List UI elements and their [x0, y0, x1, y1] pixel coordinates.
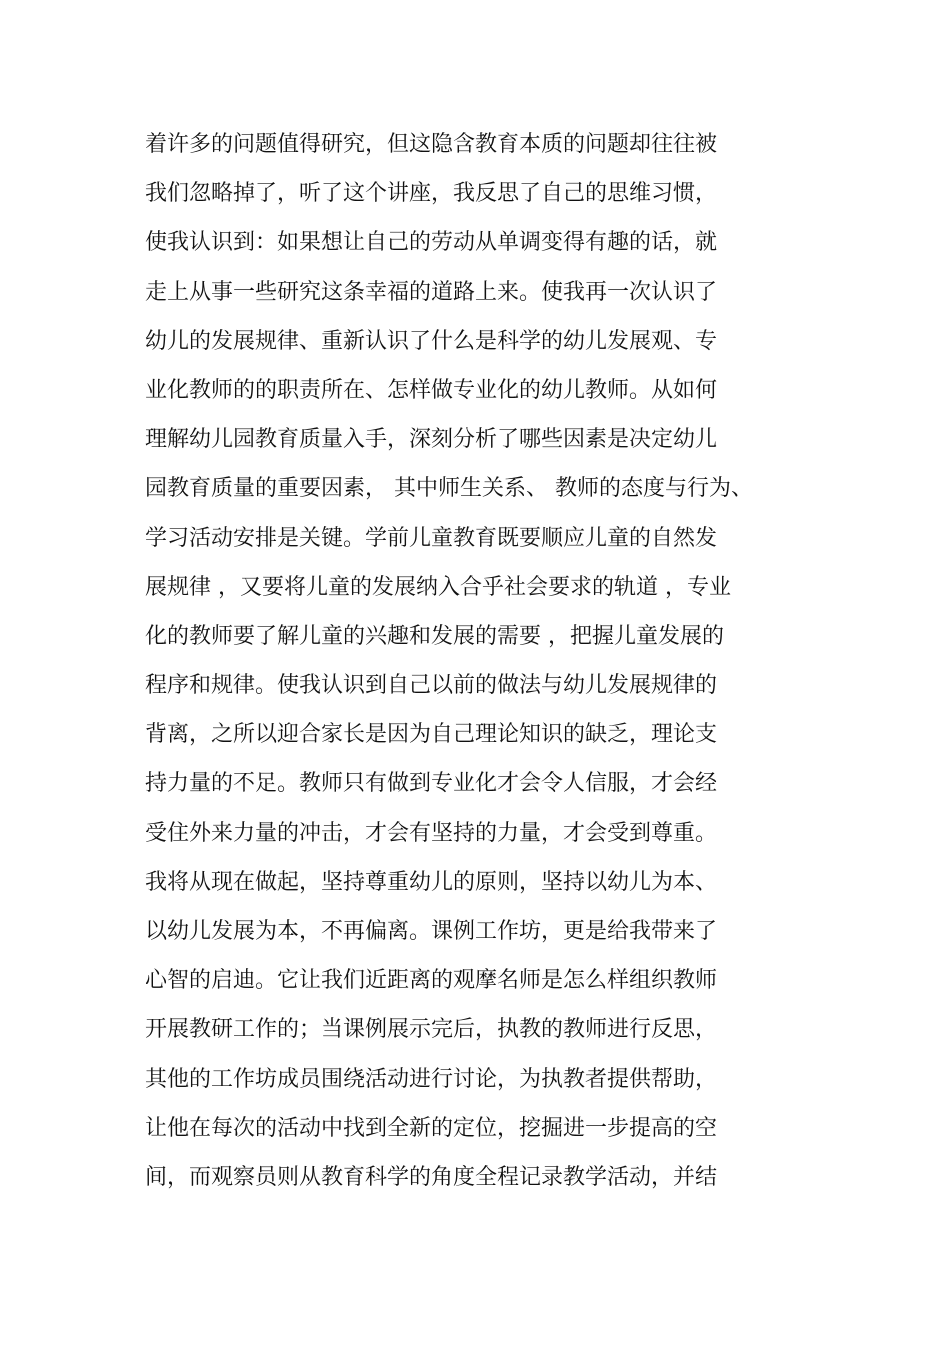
text-line: 学习活动安排是关键。学前儿童教育既要顺应儿童的自然发 [145, 525, 718, 551]
text-line: 受住外来力量的冲击，才会有坚持的力量，才会受到尊重。 [145, 820, 718, 846]
text-line: 程序和规律。使我认识到自己以前的做法与幼儿发展规律的 [145, 673, 718, 699]
text-line: 业化教师的的职责所在、怎样做专业化的幼儿教师。从如何 [145, 377, 718, 403]
text-line: 使我认识到：如果想让自己的劳动从单调变得有趣的话，就 [145, 230, 718, 256]
text-line: 我将从现在做起，坚持尊重幼儿的原则，坚持以幼儿为本、 [145, 869, 718, 895]
text-line: 我们忽略掉了，听了这个讲座，我反思了自己的思维习惯， [145, 181, 718, 207]
text-line: 展规律 ，又要将儿童的发展纳入合乎社会要求的轨道 ，专业 [145, 574, 731, 600]
text-line: 间，而观察员则从教育科学的角度全程记录教学活动，并结 [145, 1164, 718, 1190]
text-line: 理解幼儿园教育质量入手，深刻分析了哪些因素是决定幼儿 [145, 427, 718, 453]
text-line: 化的教师要了解儿童的兴趣和发展的需要 ，把握儿童发展的 [145, 623, 724, 649]
text-line: 让他在每次的活动中找到全新的定位，挖掘进一步提高的空 [145, 1115, 718, 1141]
text-line: 着许多的问题值得研究，但这隐含教育本质的问题却往往被 [145, 132, 718, 157]
text-line: 走上从事一些研究这条幸福的道路上来。使我再一次认识了 [145, 279, 718, 305]
text-line: 持力量的不足。教师只有做到专业化才会令人信服，才会经 [145, 771, 718, 797]
text-line: 心智的启迪。它让我们近距离的观摩名师是怎么样组织教师 [145, 968, 718, 994]
text-line: 其他的工作坊成员围绕活动进行讨论，为执教者提供帮助， [145, 1066, 718, 1092]
text-line: 幼儿的发展规律、重新认识了什么是科学的幼儿发展观、专 [145, 328, 718, 354]
text-line: 以幼儿发展为本，不再偏离。课例工作坊，更是给我带来了 [145, 919, 718, 944]
text-line: 开展教研工作的；当课例展示完后，执教的教师进行反思， [145, 1017, 718, 1043]
body-text [145, 120, 845, 1202]
text-line: 园教育质量的重要因素， 其中师生关系、 教师的态度与行为、 [145, 476, 753, 502]
text-line: 背离，之所以迎合家长是因为自己理论知识的缺乏，理论支 [145, 722, 718, 748]
